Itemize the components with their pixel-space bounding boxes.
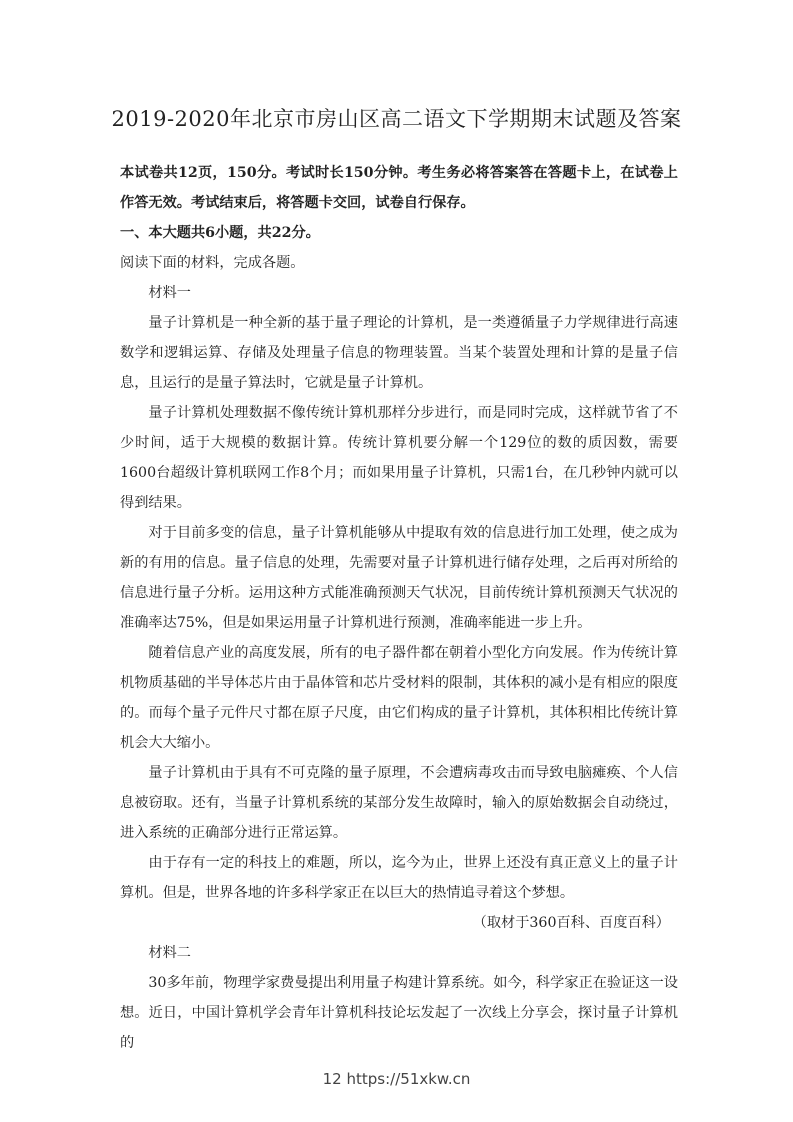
- material1-paragraph: 量子计算机由于具有不可克隆的量子原理，不会遭病毒攻击而导致电脑瘫痪、个人信息被窃取。还有，当量子计算机系统的某部分发生故障时，输入的原始数据会自动绕过，进入系统的正确部分进行正常运算。: [120, 765, 678, 841]
- document-body: [120, 158, 678, 1058]
- section-heading: 一、本大题共6小题，共22分。: [120, 225, 320, 241]
- page-number: 12: [322, 1070, 342, 1088]
- site-url[interactable]: https://51xkw.cn: [346, 1070, 471, 1088]
- document-title: 2019-2020年北京市房山区高二语文下学期期末试题及答案: [111, 107, 682, 131]
- material2-paragraph: 30多年前，物理学家费曼提出利用量子构建计算系统。如今，科学家正在验证这一设想。近日，中国计算机学会青年计算机科技论坛发起了一次线上分享会，探讨量子计算机的: [120, 975, 678, 1051]
- material1-source: （取材于360百科、百度百科）: [472, 915, 670, 931]
- material1-paragraph: 由于存有一定的科技上的难题，所以，迄今为止，世界上还没有真正意义上的量子计算机。但是，世界各地的许多科学家正在以巨大的热情追寻着这个梦想。: [120, 855, 678, 901]
- reading-instruction: 阅读下面的材料，完成各题。: [120, 255, 305, 271]
- material1-paragraph: 量子计算机处理数据不像传统计算机那样分步进行，而是同时完成，这样就节省了不少时间，适于大规模的数据计算。传统计算机要分解一个129位的数的质因数，需要1600台超级计算机联网工作8个月；而如果用量子计算机，只需1台，在几秒钟内就可以得到结果。: [120, 405, 678, 511]
- page-footer: [0, 1070, 793, 1088]
- material1-paragraph: 量子计算机是一种全新的基于量子理论的计算机，是一类遵循量子力学规律进行高速数学和逻辑运算、存储及处理量子信息的物理装置。当某个装置处理和计算的是量子信息，且运行的是量子算法时，它就是量子计算机。: [120, 315, 678, 391]
- exam-intro: 本试卷共12页，150分。考试时长150分钟。考生务必将答案答在答题卡上，在试卷上作答无效。考试结束后，将答题卡交回，试卷自行保存。: [120, 165, 678, 211]
- material1-label: 材料一: [148, 285, 191, 301]
- material2-label: 材料二: [148, 945, 191, 961]
- material1-paragraph: 对于目前多变的信息，量子计算机能够从中提取有效的信息进行加工处理，使之成为新的有用的信息。量子信息的处理，先需要对量子计算机进行储存处理，之后再对所给的信息进行量子分析。运用这种方式能准确预测天气状况，目前传统计算机预测天气状况的准确率达75%，但是如果运用量子计算机进行预测，准确率能进一步上升。: [120, 525, 678, 631]
- material1-paragraph: 随着信息产业的高度发展，所有的电子器件都在朝着小型化方向发展。作为传统计算机物质基础的半导体芯片由于晶体管和芯片受材料的限制，其体积的减小是有相应的限度的。而每个量子元件尺寸都在原子尺度，由它们构成的量子计算机，其体积相比传统计算机会大大缩小。: [120, 645, 678, 751]
